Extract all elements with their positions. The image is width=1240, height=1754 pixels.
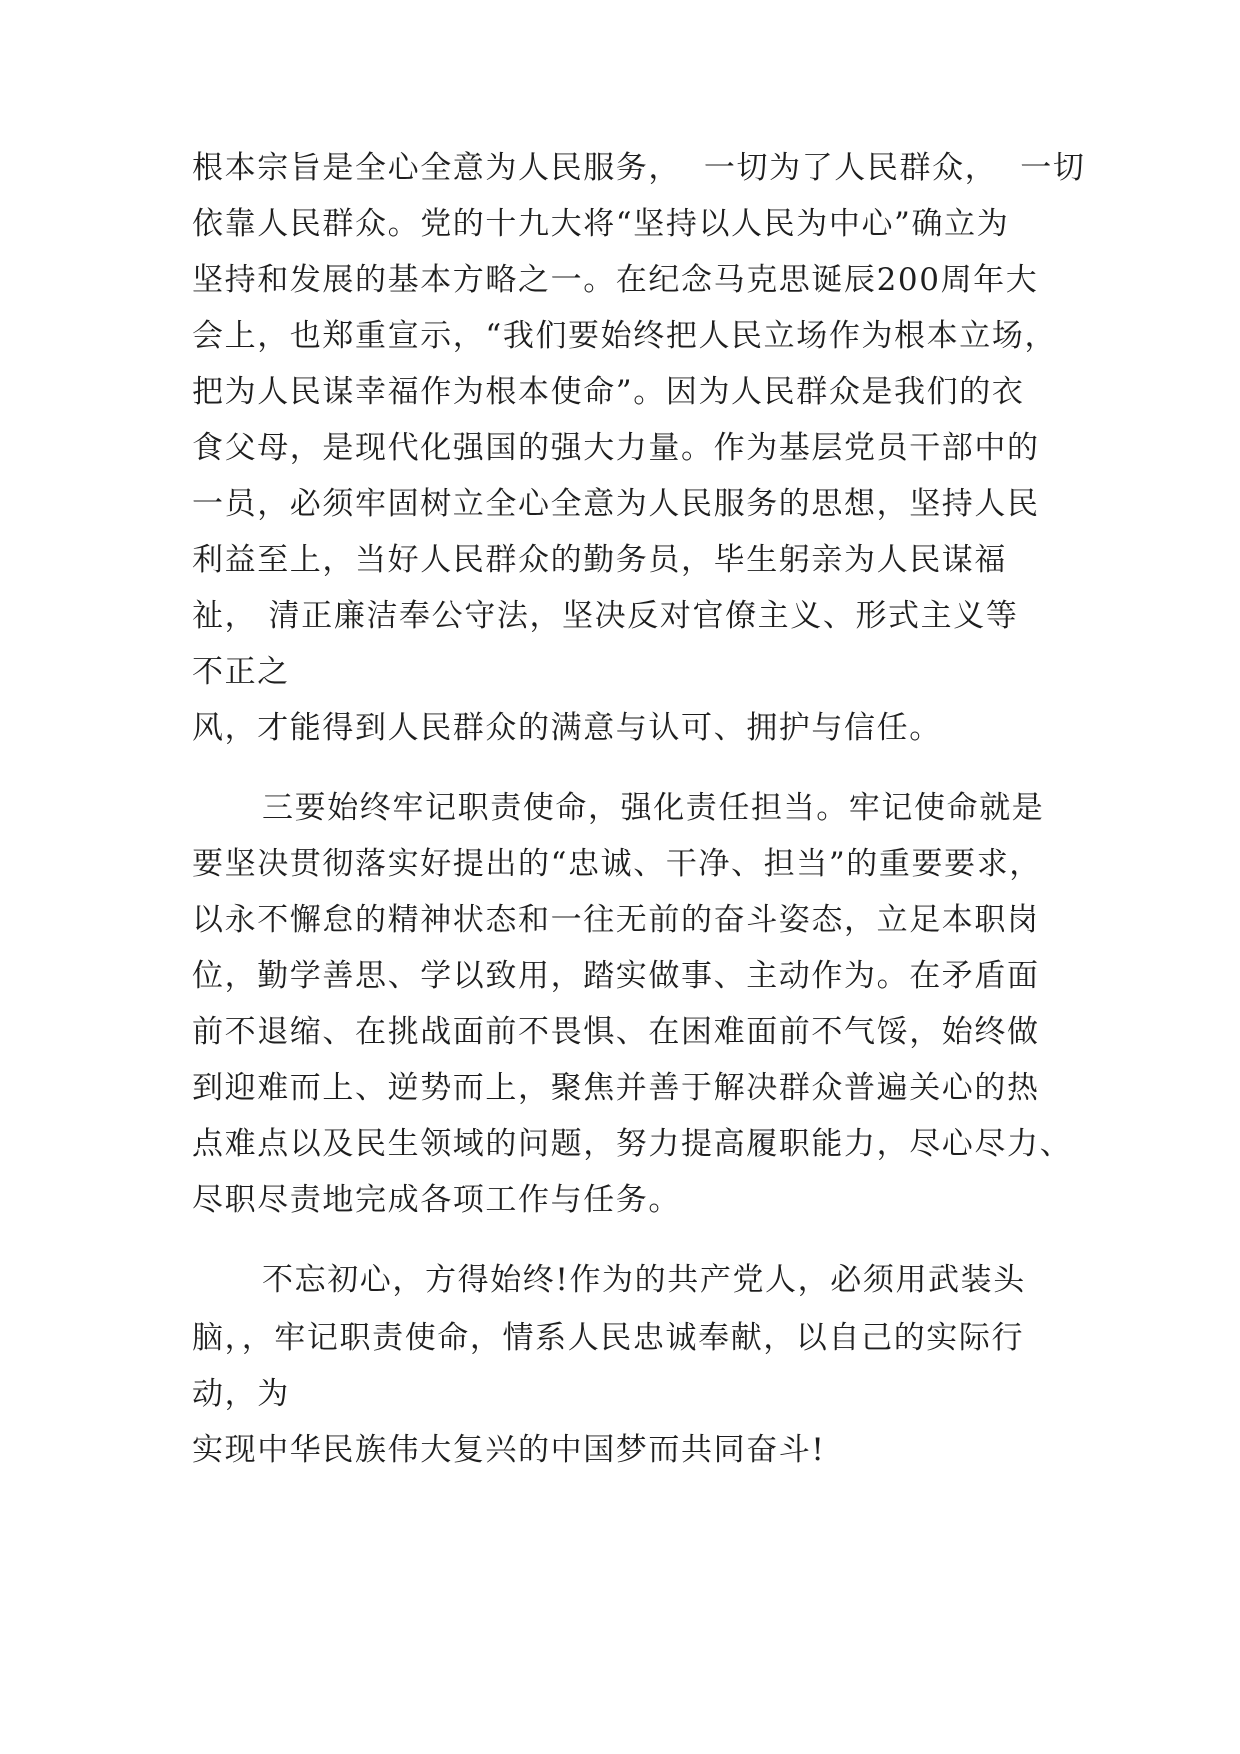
text-line: 利益至上，当好人民群众的勤务员，毕生躬亲为人民谋福 bbox=[192, 542, 1007, 578]
text-line: 尽职尽责地完成各项工作与任务。 bbox=[192, 1182, 681, 1218]
text-line: 到迎难而上、逆势而上，聚焦并善于解决群众普遍关心的热 bbox=[192, 1070, 1040, 1106]
text-line: 要坚决贯彻落实好提出的“忠诚、干净、担当”的重要要求， bbox=[192, 846, 1042, 882]
paragraph-first-line: 不忘初心，方得始终!作为的共产党人，必须用武装头 bbox=[262, 1262, 1026, 1298]
text-line: 脑，，牢记职责使命，情系人民忠诚奉献，以自己的实际行 bbox=[192, 1320, 1025, 1356]
text-line: 食父母，是现代化强国的强大力量。作为基层党员干部中的 bbox=[192, 430, 1040, 466]
text-line: 根本宗旨是全心全意为人民服务， 一切为了人民群众， 一切 bbox=[192, 150, 1086, 186]
text-line: 祉， 清正廉洁奉公守法，坚决反对官僚主义、形式主义等 bbox=[192, 598, 1019, 634]
paragraph-first-line: 三要始终牢记职责使命，强化责任担当。牢记使命就是 bbox=[262, 790, 1045, 826]
text-line: 位，勤学善思、学以致用，踏实做事、主动作为。在矛盾面 bbox=[192, 958, 1040, 994]
text-line: 坚持和发展的基本方略之一。在纪念马克思诞辰200周年大 bbox=[192, 262, 1039, 298]
text-line: 动，为 bbox=[192, 1376, 290, 1412]
text-line: 前不退缩、在挑战面前不畏惧、在困难面前不气馁，始终做 bbox=[192, 1014, 1040, 1050]
text-line: 点难点以及民生领域的问题，努力提高履职能力，尽心尽力、 bbox=[192, 1126, 1073, 1162]
text-line: 实现中华民族伟大复兴的中国梦而共同奋斗! bbox=[192, 1432, 826, 1468]
text-line: 不正之 bbox=[192, 654, 290, 690]
text-line: 以永不懈怠的精神状态和一往无前的奋斗姿态，立足本职岗 bbox=[192, 902, 1040, 938]
text-line: 会上，也郑重宣示，“我们要始终把人民立场作为根本立场， bbox=[192, 318, 1058, 354]
text-line: 依靠人民群众。党的十九大将“坚持以人民为中心”确立为 bbox=[192, 206, 1010, 242]
text-line: 风，才能得到人民群众的满意与认可、拥护与信任。 bbox=[192, 710, 942, 746]
text-line: 把为人民谋幸福作为根本使命”。因为人民群众是我们的衣 bbox=[192, 374, 1025, 410]
text-line: 一员，必须牢固树立全心全意为人民服务的思想，坚持人民 bbox=[192, 486, 1040, 522]
